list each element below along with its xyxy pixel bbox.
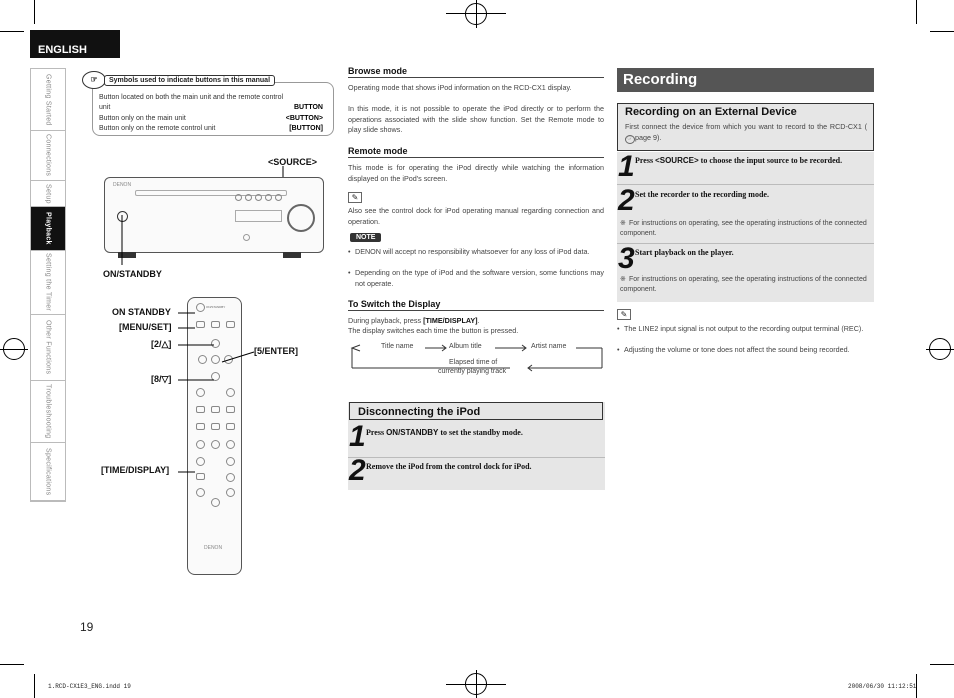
- symbol-row: [99, 94, 323, 101]
- symbol-row: [99, 104, 323, 111]
- symbol-key: BUTTON: [293, 104, 323, 111]
- step-divider: [348, 457, 605, 458]
- recording-memo-bullet: • Adjusting the volume or tone does not affect the sound being recorded.: [617, 345, 874, 356]
- browse-mode-heading: Browse mode: [348, 66, 604, 78]
- disconnect-step-2: Remove the iPod from the control dock for iPod.: [366, 462, 532, 471]
- sidenav-item: [31, 443, 65, 501]
- crop-mark: [0, 664, 24, 665]
- crop-mark: [0, 31, 24, 32]
- sidenav-item-label: Other Functions: [44, 320, 52, 375]
- on-standby-callout: ON/STANDBY: [103, 269, 162, 279]
- symbol-desc: Button only on the remote control unit: [99, 125, 216, 132]
- step-number: 3: [618, 242, 635, 275]
- headphone-jack: [243, 234, 250, 241]
- crop-mark: [930, 664, 954, 665]
- sidenav-item: [31, 207, 65, 251]
- registration-mark: [3, 338, 25, 360]
- standby-leader-line: [118, 215, 128, 265]
- display-window: [235, 210, 282, 222]
- pointing-hand-icon: ☞: [82, 71, 106, 89]
- recording-step-1: Press <SOURCE> to choose the input source to be recorded.: [635, 156, 843, 165]
- time-display-callout: [TIME/DISPLAY]: [101, 465, 170, 475]
- volume-knob: [287, 204, 315, 232]
- main-unit-illustration: [104, 177, 324, 253]
- recording-heading: Recording: [617, 68, 874, 92]
- flow-elapsed-time: Elapsed time of: [449, 359, 498, 366]
- disconnect-heading: Disconnecting the iPod: [349, 402, 603, 420]
- device-brand: DENON: [113, 182, 132, 188]
- sidenav-item-label: Getting Started: [44, 73, 52, 126]
- footer-timestamp: 2008/06/30 11:12:51: [848, 683, 917, 690]
- registration-mark: [465, 673, 487, 695]
- sidenav-item-label: Playback: [44, 212, 52, 245]
- sidenav-item: [31, 251, 65, 315]
- remote-leader-lines: [178, 310, 258, 480]
- enter-callout: [5/ENTER]: [254, 346, 299, 356]
- symbols-title: Symbols used to indicate buttons in this manual: [104, 75, 275, 86]
- page-number: 19: [80, 620, 94, 634]
- recording-step-3: Start playback on the player.: [635, 248, 734, 257]
- page-ref-icon: ☞: [625, 135, 635, 144]
- source-callout: <SOURCE>: [268, 157, 318, 167]
- symbol-desc: Button only on the main unit: [99, 115, 186, 122]
- step-number: 1: [349, 420, 366, 453]
- step-number: 1: [618, 150, 635, 183]
- remote-mode-text: This mode is for operating the iPod directly while watching the information displayed on the iPod's screen.: [348, 163, 604, 183]
- disconnect-step-1: Press ON/STANDBY to set the standby mode.: [366, 428, 523, 437]
- sidenav-item-label: Troubleshooting: [44, 384, 52, 439]
- note-tag: NOTE: [350, 233, 381, 242]
- registration-mark: [929, 338, 951, 360]
- down-callout: [8/▽]: [151, 374, 172, 384]
- device-foot: [283, 252, 301, 258]
- switch-display-heading: To Switch the Display: [348, 299, 604, 311]
- front-buttons: [235, 194, 285, 200]
- recording-subtitle: Recording on an External Device: [625, 106, 797, 118]
- flow-elapsed-time-2: currently playing track: [438, 368, 507, 375]
- sidenav-item: [31, 69, 65, 131]
- menu-set-callout: [MENU/SET]: [119, 322, 172, 332]
- sidenav-item: [31, 181, 65, 207]
- flow-artist-name: Artist name: [531, 343, 567, 350]
- switch-display-line1: During playback, press [TIME/DISPLAY].: [348, 316, 480, 325]
- up-callout: [2/△]: [151, 339, 172, 349]
- recording-step-3-note: ※ For instructions on operating, see the operating instructions of the connected component.: [620, 276, 867, 293]
- crop-mark: [916, 0, 917, 24]
- sidenav-item: [31, 315, 65, 381]
- symbol-row: [99, 125, 323, 132]
- language-tab: ENGLISH: [30, 30, 120, 58]
- memo-pencil-icon: ✎: [348, 192, 362, 203]
- flow-title-name: Title name: [381, 343, 414, 350]
- symbol-desc: Button located on both the main unit and the remote control: [99, 94, 284, 101]
- registration-mark: [465, 3, 487, 25]
- step-number: 2: [618, 184, 635, 217]
- symbol-desc: unit: [99, 104, 111, 111]
- sidenav-item-label: Connections: [44, 134, 52, 177]
- step-divider: [617, 243, 874, 244]
- sidenav-item-label: Setup: [44, 183, 52, 204]
- sidenav-item-label: Specifications: [44, 447, 52, 496]
- remote-label: ON/STANDBY: [206, 305, 226, 309]
- sidenav-item-label: Setting the Timer: [44, 253, 52, 312]
- remote-brand: DENON: [204, 545, 223, 551]
- recording-intro: First connect the device from which you want to record to the RCD-CX1 (☞ page 9).: [625, 122, 867, 142]
- remote-mode-heading: Remote mode: [348, 146, 604, 158]
- recording-memo-bullet: • The LINE2 input signal is not output to the recording output terminal (REC).: [617, 324, 874, 335]
- side-navigation: [30, 68, 66, 502]
- flow-album-title: Album title: [449, 343, 482, 350]
- browse-mode-text: Operating mode that shows iPod information on the RCD-CX1 display.: [348, 83, 572, 92]
- switch-display-line2: The display switches each time the button is pressed.: [348, 326, 519, 335]
- remote-mode-memo: Also see the control dock for iPod operating manual regarding connection and operation.: [348, 206, 604, 226]
- remote-on-standby-callout: ON STANDBY: [112, 307, 171, 317]
- memo-pencil-icon: ✎: [617, 309, 631, 320]
- step-number: 2: [349, 454, 366, 487]
- crop-mark: [34, 674, 35, 698]
- crop-mark: [34, 0, 35, 24]
- recording-step-2-note: ※ For instructions on operating, see the operating instructions of the connected component.: [620, 220, 867, 237]
- sidenav-item: [31, 381, 65, 443]
- note-bullet: • DENON will accept no responsibility whatsoever for any loss of iPod data.: [348, 247, 604, 258]
- note-bullet: • Depending on the type of iPod and the software version, some functions may not operate.: [348, 268, 604, 289]
- footer-filename: 1.RCD-CX1E3_ENG.indd 19: [48, 683, 131, 690]
- crop-mark: [930, 31, 954, 32]
- sidenav-item: [31, 131, 65, 181]
- symbol-key: <BUTTON>: [285, 115, 323, 122]
- symbol-row: [99, 115, 323, 122]
- browse-mode-text2: In this mode, it is not possible to operate the iPod directly or to perform the operations associated with the slide show function. Set the Remote mode to play slide shows.: [348, 104, 604, 134]
- step-divider: [617, 184, 874, 185]
- symbol-key: [BUTTON]: [289, 125, 323, 132]
- recording-step-2: Set the recorder to the recording mode.: [635, 190, 769, 199]
